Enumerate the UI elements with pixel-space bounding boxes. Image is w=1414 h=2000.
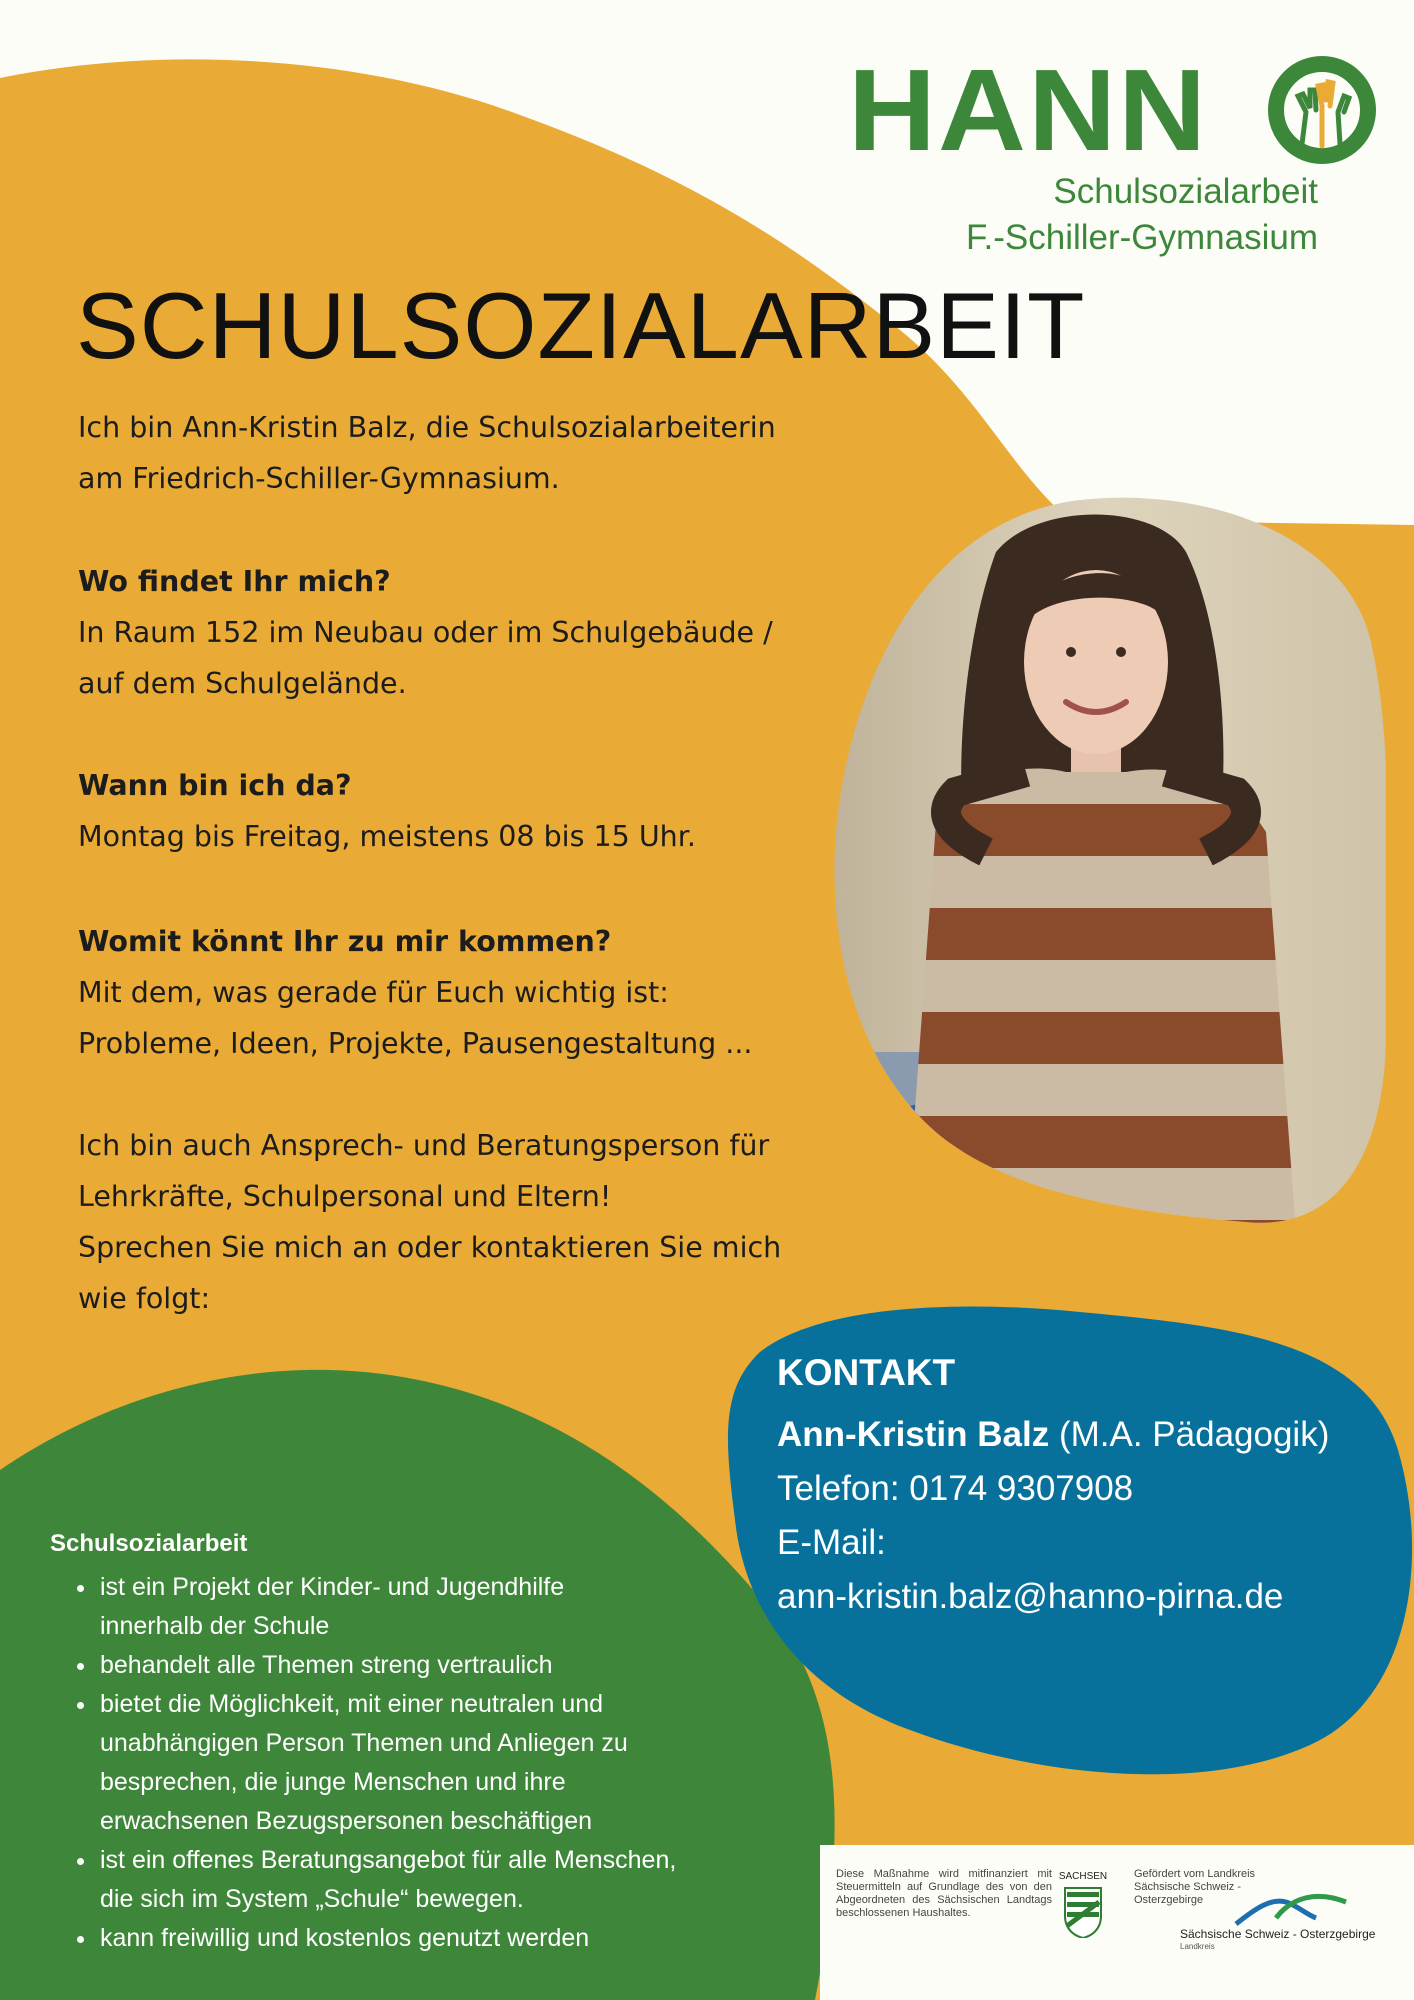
also-section bbox=[78, 1120, 878, 1324]
contact-phone[interactable]: Telefon: 0174 9307908 bbox=[777, 1469, 1134, 1508]
contact-box bbox=[777, 1352, 1377, 1624]
hanno-logo bbox=[848, 45, 1378, 175]
also-line: wie folgt: bbox=[78, 1282, 211, 1315]
intro-line: Ich bin Ann-Kristin Balz, die Schulsozialarbeiterin bbox=[78, 411, 776, 444]
funding-note: Diese Maßnahme wird mitfinanziert mit Steuermitteln auf Grundlage des von den Abgeordneten des Sächsischen Landtags beschlossenen Haushaltes. bbox=[836, 1868, 1052, 1919]
where-line: auf dem Schulgelände. bbox=[78, 667, 407, 700]
where-section bbox=[78, 556, 878, 709]
contact-email-link[interactable]: ann-kristin.balz@hanno-pirna.de bbox=[777, 1577, 1284, 1616]
contact-heading: KONTAKT bbox=[777, 1352, 956, 1393]
list-item: • ist ein offenes Beratungsangebot für alle Menschen, die sich im System „Schule“ bewegen. bbox=[98, 1841, 790, 1919]
logo-wordmark: HANN bbox=[848, 45, 1209, 175]
also-line: Ich bin auch Ansprech- und Beratungsperson für bbox=[78, 1129, 770, 1162]
when-section bbox=[78, 760, 878, 862]
logo-tagline-line1: Schulsozialarbeit bbox=[1053, 172, 1318, 211]
contact-degree: (M.A. Pädagogik) bbox=[1058, 1415, 1330, 1454]
landkreis-note: Gefördert vom Landkreis Sächsische Schweiz - Osterzgebirge bbox=[1134, 1868, 1256, 1906]
list-item: • behandelt alle Themen streng vertraulich bbox=[98, 1646, 790, 1685]
list-item: • kann freiwillig und kostenlos genutzt werden bbox=[98, 1919, 790, 1958]
sachsen-label: SACHSEN bbox=[1058, 1871, 1108, 1882]
where-line: In Raum 152 im Neubau oder im Schulgebäude / bbox=[78, 616, 773, 649]
info-list bbox=[50, 1568, 790, 1958]
also-line: Sprechen Sie mich an oder kontaktieren Sie mich bbox=[78, 1231, 782, 1264]
what-line: Probleme, Ideen, Projekte, Pausengestaltung ... bbox=[78, 1027, 753, 1060]
when-line: Montag bis Freitag, meistens 08 bis 15 Uhr. bbox=[78, 820, 696, 853]
what-section bbox=[78, 916, 878, 1069]
sachsen-crest-icon bbox=[1063, 1886, 1103, 1938]
when-heading: Wann bin ich da? bbox=[78, 769, 352, 802]
list-item: • bietet die Möglichkeit, mit einer neutralen und unabhängigen Person Themen und Anliegen zu besprechen, die junge Menschen und ihre erwachsenen Bezugspersonen beschäftigen bbox=[98, 1685, 790, 1841]
where-heading: Wo findet Ihr mich? bbox=[78, 565, 391, 598]
info-heading: Schulsozialarbeit bbox=[50, 1530, 248, 1557]
what-line: Mit dem, was gerade für Euch wichtig ist: bbox=[78, 976, 669, 1009]
landkreis-logo-sub: Landkreis bbox=[1180, 1942, 1215, 1951]
what-heading: Womit könnt Ihr zu mir kommen? bbox=[78, 925, 612, 958]
landkreis-logo-name: Sächsische Schweiz - Osterzgebirge bbox=[1180, 1927, 1376, 1941]
sachsen-logo bbox=[1058, 1870, 1108, 1942]
contact-name: Ann-Kristin Balz bbox=[777, 1415, 1050, 1454]
list-item: • ist ein Projekt der Kinder- und Jugendhilfe innerhalb der Schule bbox=[98, 1568, 790, 1646]
contact-name-line bbox=[777, 1408, 1377, 1462]
hands-o-icon bbox=[1268, 56, 1376, 164]
contact-email-label: E-Mail: bbox=[777, 1523, 886, 1562]
intro-paragraph bbox=[78, 402, 878, 504]
info-box bbox=[50, 1530, 790, 1958]
page-title: SCHULSOZIALARBEIT bbox=[76, 273, 1086, 378]
logo-tagline-line2: F.-Schiller-Gymnasium bbox=[966, 218, 1318, 257]
intro-line: am Friedrich-Schiller-Gymnasium. bbox=[78, 462, 560, 495]
portrait-photo bbox=[826, 492, 1386, 1232]
also-line: Lehrkräfte, Schulpersonal und Eltern! bbox=[78, 1180, 612, 1213]
